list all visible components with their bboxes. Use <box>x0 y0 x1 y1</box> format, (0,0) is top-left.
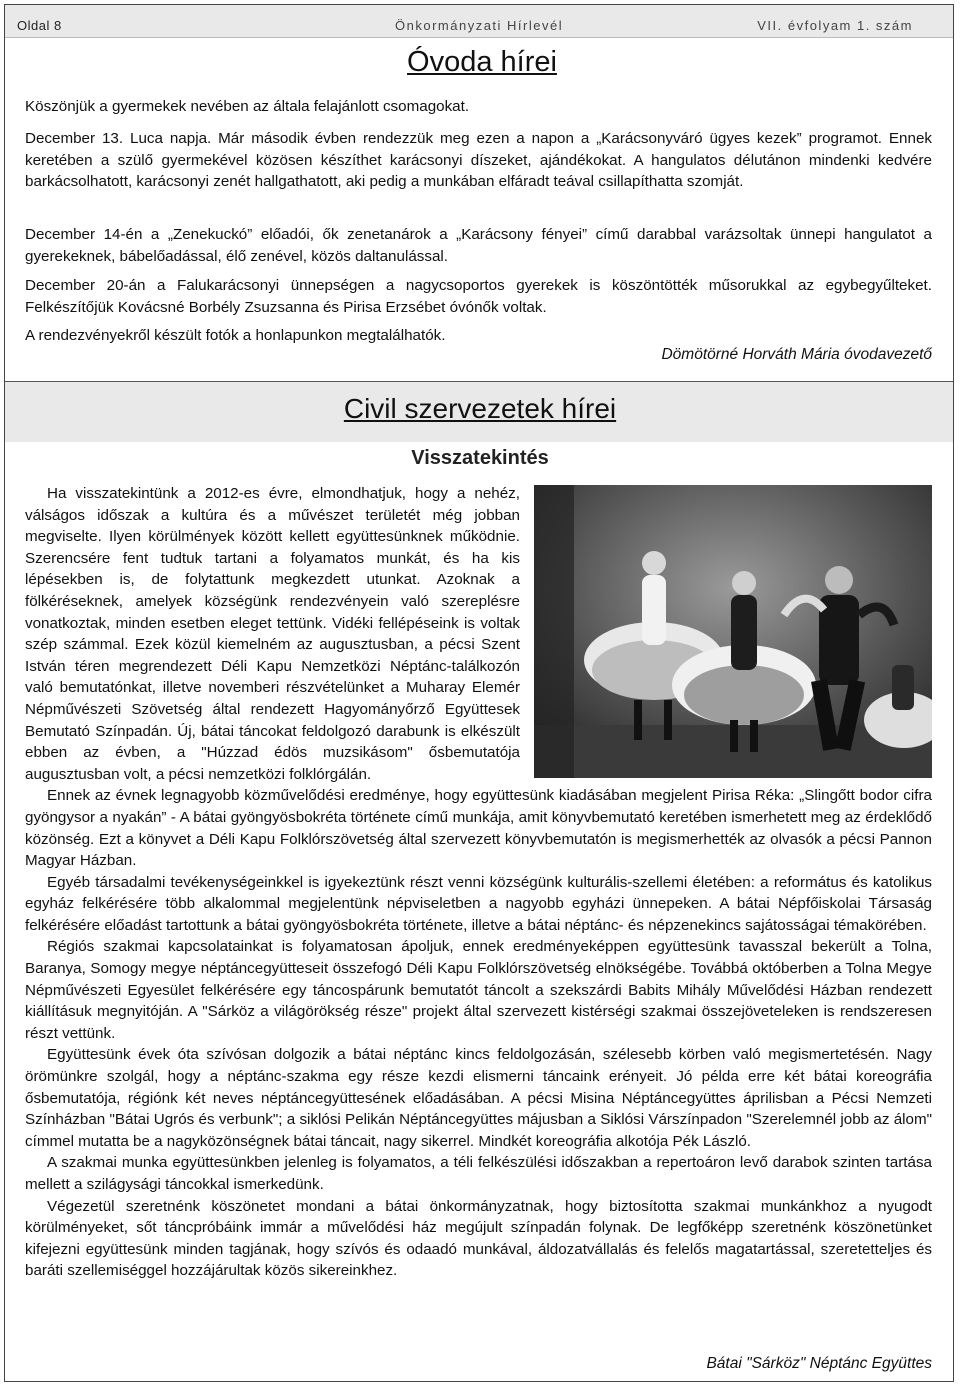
ovoda-paragraph: December 13. Luca napja. Már második évben rendezzük meg ezen a napon a „Karácsonyváró ügyes kezek” programot. Ennek keretében a szülő gyermekével közösen készíthet karácsonyi díszeket, ajándékokat. A hangulatos délutánon mindenki kedvére barkácsolhatott, karácsonyi zenét hallgathatott, aki pedig a munkában elfáradt teával csillapíthatta szomját. <box>25 130 932 191</box>
ovoda-paragraph: A rendezvényekről készült fotók a honlapunkon megtalálhatók. <box>25 327 446 344</box>
civil-paragraph: Egyéb társadalmi tevékenységeinkkel is igyekeztünk részt venni községünk kulturális-szellemi életében: a református és katolikus egyház felkérésére több alkalommal megjelentünk népviseletben a nagyobb egyházi ünnepeken. A bátai Népfőiskolai Társaság felkérésére előadást tartottunk a bátai gyöngyösbokréta története, illetve a bátai néptánc- és népzenekincs sajátosságai témakörében. <box>25 873 932 934</box>
civil-paragraph: Régiós szakmai kapcsolatainkat is folyamatosan ápoljuk, ennek eredményeképpen együttesünk tavasszal bekerült a Tolna, Baranya, Somogy megye néptáncegyütteseit összefogó Déli Kapu Folklórszövetség elnökségébe. Továbbá októberben a Tolna Megye Népművészeti Egyesület felkérésére egy táncospárunk bemutatót táncolt a szekszárdi Babits Mihály Művelődési Házban rendezett kiállításuk megnyitóján. A "Sárköz a világörökség része" projekt által szervezett kistérségi szakmai összejöveteleken is rendszeresen részt vettünk. <box>25 938 932 1042</box>
page-header <box>5 5 953 38</box>
civil-paragraph: Együttesünk évek óta szívósan dolgozik a bátai néptánc kincs feldolgozásán, szélesebb körben való megismertetésén. Nagy örömünkre szolgál, hogy a néptánc-szakma egy része kezdi elismerni táncaink erényeit. Jó példa erre két bátai koreográfia ősbemutatója, régiónk két neves néptáncegyüttesének előadásában. A pécsi Misina Néptáncegyüttes áprilisban a Pécsi Nemzeti Színházban "Bátai Ugrós és verbunk"; a siklósi Pelikán Néptáncegyüttes májusban a Siklósi Várszínpadon "Szerelemnél jobb az álom" címmel mutatta be a nagyközönségnek bátai táncait, nagy sikerrel. Mindkét koreográfia alkotója Pék László. <box>25 1046 932 1150</box>
folk-dance-photo <box>534 485 932 778</box>
ovoda-paragraph: December 14-én a „Zenekuckó” előadói, ők zenetanárok a „Karácsony fényei” című darabbal varázsoltak ünnepi hangulatot a gyerekeknek, bábelőadással, élő zenével, közös daltanulással. <box>25 226 932 265</box>
civil-paragraph: A szakmai munka együttesünkben jelenleg is folyamatos, a téli felkészülési időszakban a repertoáron levő darabok szinten tartása mellett a szilágysági táncokkal ismerkedünk. <box>25 1154 932 1193</box>
publication-title: Önkormányzati Hírlevél <box>395 18 564 33</box>
dance-image <box>534 485 932 778</box>
ovoda-signature: Dömötörné Horváth Mária óvodavezető <box>661 346 932 363</box>
page-number: Oldal 8 <box>17 18 62 33</box>
ovoda-paragraph: December 20-án a Falukarácsonyi ünnepségen a nagycsoportos gyerekek is köszöntötték műsorukkal az egybegyűlteket. Felkészítőjük Kovácsné Borbély Zsuzsanna és Pirisa Erzsébet óvónők voltak. <box>25 277 932 316</box>
issue-label: VII. évfolyam 1. szám <box>757 18 913 33</box>
civil-signature: Bátai "Sárköz" Néptánc Együttes <box>706 1355 932 1372</box>
civil-article <box>25 483 932 1282</box>
civil-paragraph: Ennek az évnek legnagyobb közművelődési eredménye, hogy együttesünk kiadásában megjelent Pirisa Réka: „Slingőtt bodor cifra gyöngysor a nyakán” - A bátai gyöngyösbokréta története című munkája, amit könyvbemutató keretében ismerhetett meg az érdeklődő közönség. Ezt a könyvet a Déli Kapu Folklórszövetség által szervezett könyvbemutatón is megismerhették az olvasók a pécsi Pannon Magyar Házban. <box>25 787 932 870</box>
civil-section-title: Civil szervezetek hírei <box>343 393 617 424</box>
ovoda-paragraph: Köszönjük a gyermekek nevében az általa felajánlott csomagokat. <box>25 98 470 115</box>
civil-subtitle: Visszatekintés <box>411 447 549 469</box>
civil-paragraph: Végezetül szeretnénk köszönetet mondani a bátai önkormányzatnak, hogy biztosította szakmai munkánkhoz a nyugodt körülményeket, sőt táncpróbáink immár a művelődési ház megújult színpadán folynak. De legfőképp szeretnénk köszönetünket kifejezni együttesünk minden tagjának, hogy szívós és odaadó munkával, áldozatvállalás és felelős magatartással, szeretetteljes és baráti szellemiséggel hozzájárultak közös sikereinkhez. <box>25 1197 932 1280</box>
civil-paragraph: Ha visszatekintünk a 2012-es évre, elmondhatjuk, hogy a nehéz, válságos időszak a kultúra és a művészet területét még jobban megviselte. Ilyen körülmények között kellett együttesünknek működnie. Szerencsére fent tudtuk tartani a folyamatos munkát, és ha kis lépésekben is, de folytattunk megkezdett utunkat. Azoknak a fölkéréseknek, amelyek községünk rendezvényein való szereplésre vonatkoztak, minden esetben eleget tettünk. Vidéki fellépéseink is voltak szép számmal. Ezek közül kiemelném az augusztusban, a pécsi Szent István téren megrendezett Déli Kapu Nemzetközi Néptánc-találkozón való bemutatónkat, illetve novemberi részvételünket a Muharay Elemér Népművészeti Szövetség által rendezett Hagyományőrző Együttesek Bemutató Színpadán. Új, bátai táncokat feldolgozó darabunk is elkészült ebben az évben, a "Húzzad édös muzsikásom" ősbemutatója augusztusban volt, a pécsi nemzetközi folklórgálán. <box>25 485 520 783</box>
ovoda-section-title: Óvoda hírei <box>407 46 557 78</box>
